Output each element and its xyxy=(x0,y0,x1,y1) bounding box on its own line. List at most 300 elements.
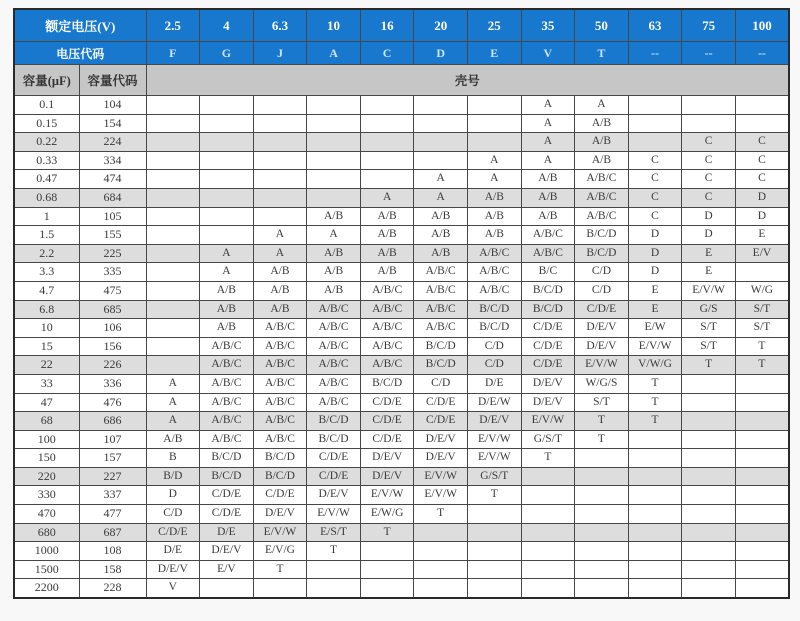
case-cell: A/B xyxy=(307,244,361,263)
case-cell: E xyxy=(682,244,736,263)
case-cell xyxy=(682,393,736,412)
case-cell: C/D/E xyxy=(575,300,629,319)
case-cell: E/V xyxy=(200,560,254,579)
case-cell xyxy=(682,467,736,486)
capacity-cell: 1500 xyxy=(14,560,79,579)
case-cell xyxy=(414,523,468,542)
voltage-header-cell: 50 xyxy=(575,9,629,42)
table-row xyxy=(14,207,789,226)
table-row xyxy=(14,151,789,170)
table-row xyxy=(14,486,789,505)
case-cell: A xyxy=(467,151,521,170)
case-cell xyxy=(682,449,736,468)
case-cell xyxy=(360,579,414,598)
case-cell: B/D xyxy=(146,467,200,486)
case-cell: D/E/V xyxy=(200,542,254,561)
case-cell xyxy=(200,151,254,170)
case-cell: A/B/C xyxy=(575,207,629,226)
case-cell: C xyxy=(628,151,682,170)
case-cell: E xyxy=(628,300,682,319)
voltage-code-cell: F xyxy=(146,42,200,65)
capacity-cell: 0.33 xyxy=(14,151,79,170)
case-cell xyxy=(735,542,789,561)
case-cell xyxy=(414,151,468,170)
capacity-cell: 2200 xyxy=(14,579,79,598)
case-cell xyxy=(682,430,736,449)
case-cell xyxy=(200,114,254,133)
case-cell xyxy=(682,114,736,133)
case-cell xyxy=(414,96,468,115)
case-cell xyxy=(146,207,200,226)
case-cell: A xyxy=(521,114,575,133)
case-cell: C/D/E xyxy=(200,505,254,524)
table-row xyxy=(14,281,789,300)
case-cell: A/B/C xyxy=(360,356,414,375)
case-cell xyxy=(360,560,414,579)
capacity-cell: 1000 xyxy=(14,542,79,561)
capacity-cell: 47 xyxy=(14,393,79,412)
case-cell xyxy=(735,449,789,468)
capacity-cell: 470 xyxy=(14,505,79,524)
case-cell xyxy=(146,133,200,152)
case-cell xyxy=(628,467,682,486)
case-cell: B xyxy=(146,449,200,468)
case-cell: B/C/D xyxy=(414,337,468,356)
case-cell xyxy=(467,560,521,579)
capacity-code-cell: 684 xyxy=(79,188,146,207)
case-cell xyxy=(146,300,200,319)
case-cell: C xyxy=(628,188,682,207)
case-cell: W/G/S xyxy=(575,374,629,393)
case-cell xyxy=(521,467,575,486)
case-cell xyxy=(146,188,200,207)
case-cell: C xyxy=(682,133,736,152)
case-cell: A xyxy=(575,96,629,115)
case-cell: D/E/V xyxy=(521,393,575,412)
case-cell: A/B xyxy=(414,244,468,263)
case-cell: D/E/V xyxy=(146,560,200,579)
case-cell: C/D xyxy=(467,356,521,375)
case-cell xyxy=(575,560,629,579)
case-cell: A/B xyxy=(253,300,307,319)
case-cell xyxy=(682,96,736,115)
case-cell: E/V/W xyxy=(682,281,736,300)
table-row xyxy=(14,505,789,524)
case-cell: A xyxy=(146,393,200,412)
case-cell: D xyxy=(146,486,200,505)
capacity-cell: 1.5 xyxy=(14,226,79,245)
case-cell: C/D xyxy=(467,337,521,356)
case-cell xyxy=(682,412,736,431)
table-row xyxy=(14,542,789,561)
case-cell: C/D xyxy=(575,263,629,282)
case-cell: W/G xyxy=(735,281,789,300)
case-cell xyxy=(521,486,575,505)
capacity-code-cell: 226 xyxy=(79,356,146,375)
case-cell xyxy=(735,430,789,449)
case-cell xyxy=(307,579,361,598)
case-cell: A xyxy=(521,96,575,115)
table-row xyxy=(14,188,789,207)
case-cell xyxy=(360,133,414,152)
case-cell xyxy=(146,319,200,338)
case-cell: A/B/C xyxy=(521,226,575,245)
case-cell: A xyxy=(200,244,254,263)
case-cell xyxy=(735,505,789,524)
case-cell xyxy=(575,579,629,598)
case-cell: G/S/T xyxy=(521,430,575,449)
case-cell: A/B/C xyxy=(307,337,361,356)
table-row xyxy=(14,393,789,412)
capacity-code-cell: 107 xyxy=(79,430,146,449)
table-row xyxy=(14,263,789,282)
capacity-code-cell: 477 xyxy=(79,505,146,524)
case-cell xyxy=(200,579,254,598)
case-cell xyxy=(414,133,468,152)
case-cell xyxy=(253,133,307,152)
case-cell xyxy=(307,170,361,189)
capacity-code-cell: 224 xyxy=(79,133,146,152)
case-cell: A xyxy=(360,188,414,207)
case-cell xyxy=(307,188,361,207)
case-cell: B/C/D xyxy=(575,226,629,245)
case-cell: A/B/C xyxy=(307,393,361,412)
table-row xyxy=(14,226,789,245)
case-cell: C xyxy=(735,133,789,152)
capacity-cell: 150 xyxy=(14,449,79,468)
case-cell: T xyxy=(253,560,307,579)
case-cell: C/D xyxy=(414,374,468,393)
subheader-row xyxy=(14,65,789,96)
case-cell: G/S xyxy=(682,300,736,319)
case-cell: A/B xyxy=(360,207,414,226)
case-cell: A/B/C xyxy=(200,356,254,375)
case-cell xyxy=(628,486,682,505)
case-cell xyxy=(307,114,361,133)
capacitor-case-table xyxy=(13,8,790,599)
case-cell: A/B/C xyxy=(575,170,629,189)
case-cell xyxy=(575,523,629,542)
case-cell xyxy=(307,151,361,170)
voltage-code-cell: E xyxy=(467,42,521,65)
case-cell: A/B xyxy=(253,263,307,282)
table-row xyxy=(14,412,789,431)
case-cell: S/T xyxy=(682,337,736,356)
case-cell: T xyxy=(414,505,468,524)
case-cell xyxy=(360,170,414,189)
case-cell: E/W xyxy=(628,319,682,338)
case-cell: A/B xyxy=(521,207,575,226)
case-cell: C/D/E xyxy=(360,412,414,431)
case-cell: E xyxy=(628,281,682,300)
case-cell: E/V/W xyxy=(467,430,521,449)
case-cell: A/B/C xyxy=(307,319,361,338)
capacity-cell: 0.68 xyxy=(14,188,79,207)
case-cell: A/B/C xyxy=(360,300,414,319)
case-cell: A/B/C xyxy=(467,281,521,300)
case-cell xyxy=(146,151,200,170)
case-cell: D/E/V xyxy=(575,337,629,356)
case-cell: E/V/W xyxy=(360,486,414,505)
case-cell xyxy=(253,96,307,115)
case-cell xyxy=(521,542,575,561)
capacity-cell: 0.15 xyxy=(14,114,79,133)
capacity-code-cell: 105 xyxy=(79,207,146,226)
capacity-code-cell: 157 xyxy=(79,449,146,468)
case-cell xyxy=(253,114,307,133)
case-cell: T xyxy=(307,542,361,561)
capacity-code-cell: 108 xyxy=(79,542,146,561)
case-cell xyxy=(307,133,361,152)
case-cell: C/D/E xyxy=(414,412,468,431)
case-cell xyxy=(146,96,200,115)
case-cell xyxy=(307,96,361,115)
case-cell: A/B xyxy=(414,207,468,226)
case-cell: T xyxy=(360,523,414,542)
capacity-code-cell: 156 xyxy=(79,337,146,356)
capacity-code-cell: 687 xyxy=(79,523,146,542)
case-cell xyxy=(146,263,200,282)
case-cell: A/B/C xyxy=(253,374,307,393)
case-cell: C xyxy=(628,207,682,226)
capacity-code-cell: 685 xyxy=(79,300,146,319)
case-cell: A/B/C xyxy=(360,337,414,356)
case-cell: C/D/E xyxy=(521,356,575,375)
case-cell: E/V/W xyxy=(307,505,361,524)
case-cell xyxy=(200,133,254,152)
case-cell: A/B/C xyxy=(200,430,254,449)
case-cell: B/C/D xyxy=(307,412,361,431)
case-cell: D/E/V xyxy=(307,486,361,505)
case-cell: E/V xyxy=(735,244,789,263)
case-cell: A/B xyxy=(253,281,307,300)
case-cell xyxy=(628,449,682,468)
case-cell: C/D/E xyxy=(253,486,307,505)
case-cell: A/B xyxy=(200,281,254,300)
case-cell: D xyxy=(735,188,789,207)
case-cell: A xyxy=(521,151,575,170)
case-cell: C/D/E xyxy=(521,337,575,356)
case-cell: T xyxy=(682,356,736,375)
voltage-code-cell: D xyxy=(414,42,468,65)
case-cell: D/E xyxy=(467,374,521,393)
case-cell xyxy=(735,374,789,393)
capacity-cell: 0.1 xyxy=(14,96,79,115)
case-cell: E/V/W xyxy=(575,356,629,375)
case-cell: T xyxy=(575,412,629,431)
capacity-code-label: 容量代码 xyxy=(79,65,146,96)
case-cell: A xyxy=(414,170,468,189)
case-cell xyxy=(735,486,789,505)
case-cell xyxy=(575,505,629,524)
case-cell xyxy=(467,579,521,598)
case-cell: A xyxy=(521,133,575,152)
capacity-cell: 3.3 xyxy=(14,263,79,282)
case-cell: B/C/D xyxy=(200,467,254,486)
voltage-code-cell: C xyxy=(360,42,414,65)
case-cell: C xyxy=(735,170,789,189)
case-cell: A/B xyxy=(575,114,629,133)
case-cell: A/B/C xyxy=(200,374,254,393)
case-cell: C/D xyxy=(575,281,629,300)
case-cell: S/T xyxy=(575,393,629,412)
voltage-code-cell: V xyxy=(521,42,575,65)
capacity-code-cell: 228 xyxy=(79,579,146,598)
voltage-header-cell: 35 xyxy=(521,9,575,42)
voltage-header-cell: 16 xyxy=(360,9,414,42)
case-cell xyxy=(682,523,736,542)
case-cell: E/V/W xyxy=(521,412,575,431)
capacity-cell: 220 xyxy=(14,467,79,486)
case-cell xyxy=(628,560,682,579)
voltage-header-cell: 10 xyxy=(307,9,361,42)
case-cell: A/B/C xyxy=(360,281,414,300)
case-cell xyxy=(414,114,468,133)
case-cell xyxy=(628,96,682,115)
capacity-code-cell: 106 xyxy=(79,319,146,338)
table-row xyxy=(14,300,789,319)
table-row xyxy=(14,114,789,133)
case-cell xyxy=(146,226,200,245)
case-cell: A xyxy=(253,226,307,245)
case-cell xyxy=(628,114,682,133)
capacity-cell: 2.2 xyxy=(14,244,79,263)
case-cell xyxy=(200,226,254,245)
case-cell: B/C/D xyxy=(521,281,575,300)
table-row xyxy=(14,374,789,393)
case-cell: E/V/W xyxy=(253,523,307,542)
case-cell: D/E/V xyxy=(414,449,468,468)
case-cell: D xyxy=(628,263,682,282)
case-cell xyxy=(735,523,789,542)
voltage-code-cell: J xyxy=(253,42,307,65)
case-cell: C/D/E xyxy=(307,449,361,468)
case-cell: B/C/D xyxy=(575,244,629,263)
case-cell: C/D/E xyxy=(307,467,361,486)
case-cell: C xyxy=(682,151,736,170)
table-row xyxy=(14,337,789,356)
rated-voltage-row xyxy=(14,9,789,42)
case-cell: A xyxy=(307,226,361,245)
case-cell: A/B/C xyxy=(575,188,629,207)
case-cell: B/C/D xyxy=(467,300,521,319)
case-cell xyxy=(628,133,682,152)
voltage-header-cell: 25 xyxy=(467,9,521,42)
case-cell xyxy=(146,356,200,375)
case-cell xyxy=(575,467,629,486)
case-cell xyxy=(360,542,414,561)
case-cell xyxy=(146,281,200,300)
capacity-cell: 15 xyxy=(14,337,79,356)
capacity-code-cell: 155 xyxy=(79,226,146,245)
case-cell: A/B/C xyxy=(521,244,575,263)
voltage-code-cell: -- xyxy=(735,42,789,65)
case-cell xyxy=(467,114,521,133)
case-cell: A/B xyxy=(521,170,575,189)
case-cell: A xyxy=(146,374,200,393)
case-cell xyxy=(253,579,307,598)
case-cell: T xyxy=(628,412,682,431)
voltage-code-cell: -- xyxy=(628,42,682,65)
case-cell: A/B xyxy=(575,151,629,170)
case-cell: A/B xyxy=(307,207,361,226)
capacity-code-cell: 335 xyxy=(79,263,146,282)
case-cell: A/B xyxy=(575,133,629,152)
capacity-code-cell: 686 xyxy=(79,412,146,431)
case-cell: D/E/V xyxy=(521,374,575,393)
capacity-code-cell: 154 xyxy=(79,114,146,133)
case-cell xyxy=(467,523,521,542)
case-cell: E/W/G xyxy=(360,505,414,524)
case-cell: D/E/V xyxy=(467,412,521,431)
capacity-code-cell: 227 xyxy=(79,467,146,486)
case-cell xyxy=(682,560,736,579)
capacity-cell: 0.22 xyxy=(14,133,79,152)
case-cell: T xyxy=(467,486,521,505)
case-cell xyxy=(414,579,468,598)
case-cell: A/B xyxy=(467,226,521,245)
capacity-cell: 6.8 xyxy=(14,300,79,319)
table-row xyxy=(14,319,789,338)
case-cell: D xyxy=(682,207,736,226)
case-cell: A/B xyxy=(200,319,254,338)
table-row xyxy=(14,523,789,542)
case-cell xyxy=(735,393,789,412)
case-cell: A/B xyxy=(307,281,361,300)
case-cell: B/C/D xyxy=(414,356,468,375)
case-cell xyxy=(146,244,200,263)
case-cell: B/C/D xyxy=(253,449,307,468)
capacity-cell: 1 xyxy=(14,207,79,226)
case-cell: D/E xyxy=(146,542,200,561)
case-cell xyxy=(628,505,682,524)
voltage-code-cell: A xyxy=(307,42,361,65)
case-cell: A/B xyxy=(146,430,200,449)
case-cell xyxy=(360,114,414,133)
case-cell xyxy=(628,430,682,449)
capacity-code-cell: 104 xyxy=(79,96,146,115)
case-cell: B/C/D xyxy=(521,300,575,319)
case-cell: A/B xyxy=(467,207,521,226)
case-cell: A/B xyxy=(360,226,414,245)
case-cell: D/E/V xyxy=(360,467,414,486)
case-cell: V xyxy=(146,579,200,598)
case-cell: A/B/C xyxy=(200,393,254,412)
voltage-header-cell: 2.5 xyxy=(146,9,200,42)
case-cell: C/D xyxy=(146,505,200,524)
capacity-code-cell: 225 xyxy=(79,244,146,263)
case-cell: T xyxy=(735,356,789,375)
case-cell: A/B/C xyxy=(253,412,307,431)
case-cell: A xyxy=(414,188,468,207)
case-cell: E/V/W xyxy=(467,449,521,468)
case-cell xyxy=(360,151,414,170)
case-cell: B/C/D xyxy=(467,319,521,338)
case-cell: A/B xyxy=(414,226,468,245)
voltage-code-cell: T xyxy=(575,42,629,65)
case-cell: B/C/D xyxy=(253,467,307,486)
case-cell: A/B/C xyxy=(467,244,521,263)
case-cell: A/B/C xyxy=(414,281,468,300)
table-row xyxy=(14,170,789,189)
case-cell: A xyxy=(253,244,307,263)
case-cell xyxy=(735,412,789,431)
case-cell xyxy=(200,188,254,207)
capacity-code-cell: 474 xyxy=(79,170,146,189)
case-cell xyxy=(467,96,521,115)
case-cell xyxy=(414,542,468,561)
table-row xyxy=(14,579,789,598)
